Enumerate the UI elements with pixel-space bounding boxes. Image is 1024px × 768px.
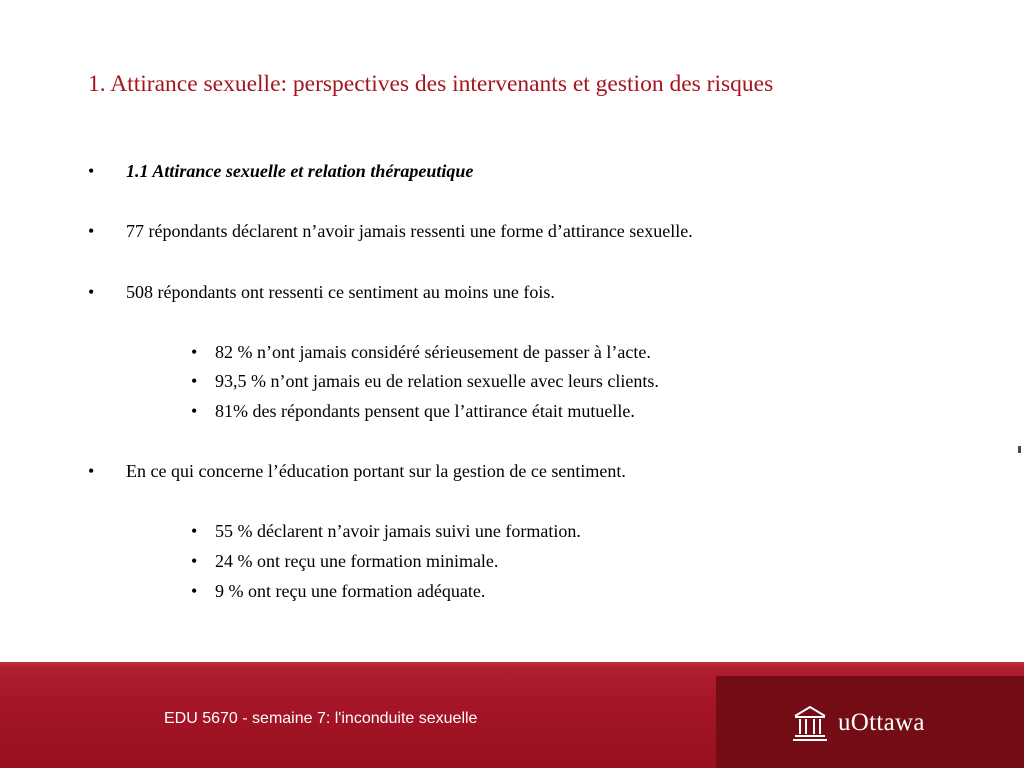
sub-bullet-item	[191, 580, 486, 602]
bullet-icon: •	[88, 461, 95, 481]
bullet-item	[88, 220, 693, 242]
bullet-text: En ce qui concerne l’éducation portant sur la gestion de ce sentiment.	[126, 461, 626, 481]
bullet-icon: •	[191, 521, 198, 541]
logo-text: uOttawa	[838, 709, 925, 736]
bullet-text: 1.1 Attirance sexuelle et relation thérapeutique	[126, 161, 474, 181]
bullet-text: 81% des répondants pensent que l’attirance était mutuelle.	[215, 401, 635, 421]
bullet-icon: •	[191, 581, 198, 601]
bullet-text: 24 % ont reçu une formation minimale.	[215, 551, 499, 571]
bullet-text: 9 % ont reçu une formation adéquate.	[215, 581, 486, 601]
sub-bullet-item	[191, 520, 581, 542]
course-label: EDU 5670 - semaine 7: l'inconduite sexuelle	[164, 710, 478, 727]
bullet-item	[88, 460, 626, 482]
sub-bullet-item	[191, 550, 499, 572]
bullet-icon: •	[191, 401, 198, 421]
bullet-item	[88, 281, 555, 303]
bullet-icon: •	[191, 342, 198, 362]
bullet-icon: •	[88, 282, 95, 302]
bullet-icon: •	[191, 371, 198, 391]
bullet-item	[88, 160, 474, 182]
bullet-text: 55 % déclarent n’avoir jamais suivi une formation.	[215, 521, 581, 541]
bullet-text: 93,5 % n’ont jamais eu de relation sexuelle avec leurs clients.	[215, 371, 659, 391]
bullet-text: 77 répondants déclarent n’avoir jamais ressenti une forme d’attirance sexuelle.	[126, 221, 693, 241]
sub-bullet-item	[191, 341, 651, 363]
bullet-icon: •	[191, 551, 198, 571]
footer-bar	[0, 662, 1024, 768]
sub-bullet-item	[191, 370, 659, 392]
bullet-icon: •	[88, 161, 95, 181]
uottawa-logo	[792, 703, 925, 743]
university-building-icon	[792, 704, 828, 742]
edge-mark	[1018, 446, 1021, 453]
bullet-icon: •	[88, 221, 95, 241]
sub-bullet-item	[191, 400, 635, 422]
bullet-text: 508 répondants ont ressenti ce sentiment au moins une fois.	[126, 282, 555, 302]
bullet-text: 82 % n’ont jamais considéré sérieusement de passer à l’acte.	[215, 342, 651, 362]
slide-title: 1. Attirance sexuelle: perspectives des intervenants et gestion des risques	[88, 71, 774, 97]
